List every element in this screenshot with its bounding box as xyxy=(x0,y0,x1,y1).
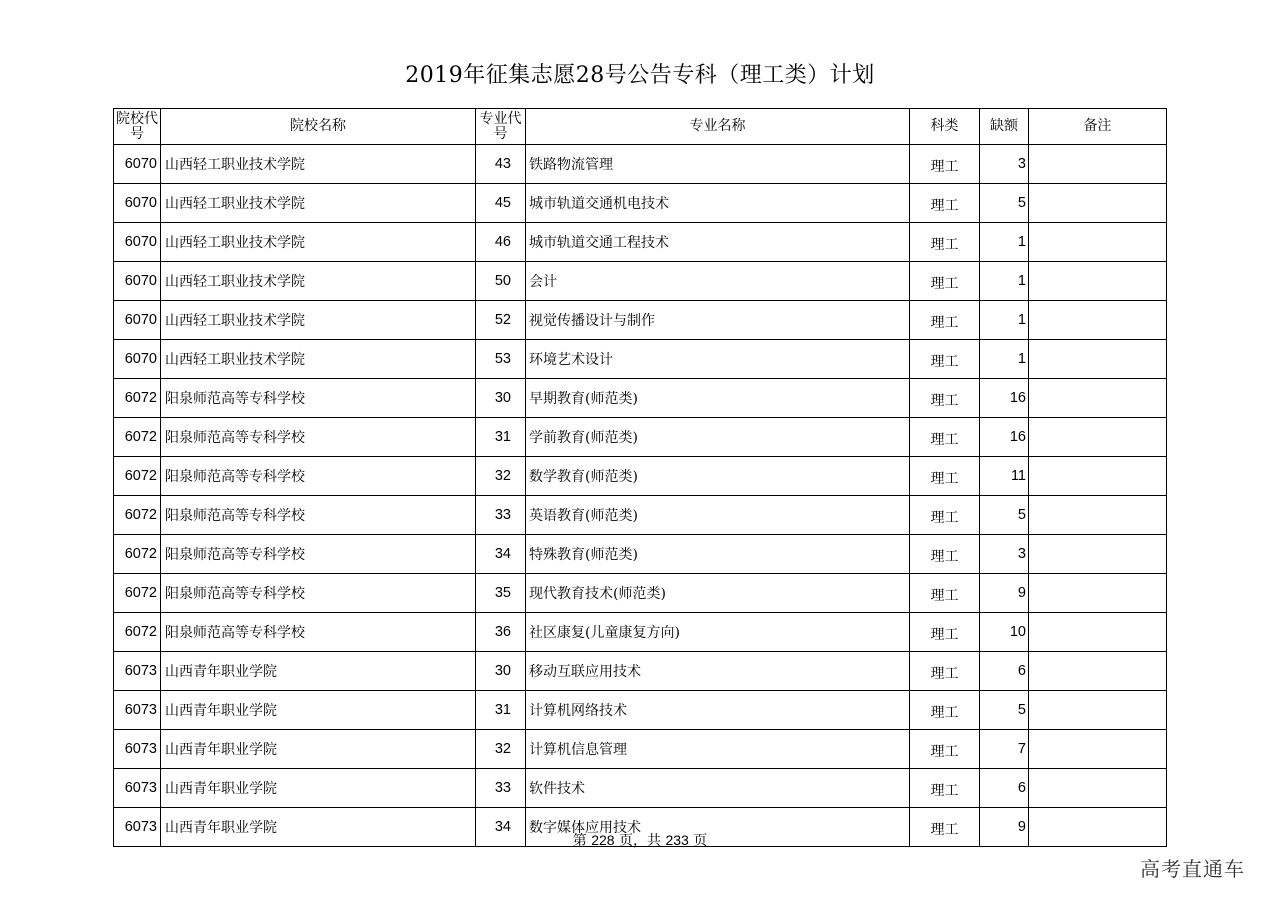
cell-major-code: 32 xyxy=(476,730,526,769)
cell-major-code: 31 xyxy=(476,418,526,457)
cell-major-code: 50 xyxy=(476,262,526,301)
cell-school-name: 山西轻工职业技术学院 xyxy=(161,184,476,223)
cell-major-code: 33 xyxy=(476,769,526,808)
cell-major-name: 早期教育(师范类) xyxy=(526,379,910,418)
header-quota: 缺额 xyxy=(980,109,1029,145)
cell-category: 理工 xyxy=(910,574,980,613)
cell-school-name: 山西青年职业学院 xyxy=(161,808,476,847)
cell-school-code: 6072 xyxy=(114,535,161,574)
table-body xyxy=(114,145,1167,847)
table-row xyxy=(114,769,1167,808)
cell-note xyxy=(1029,535,1167,574)
table-row xyxy=(114,730,1167,769)
cell-category: 理工 xyxy=(910,769,980,808)
cell-major-code: 52 xyxy=(476,301,526,340)
cell-major-name: 英语教育(师范类) xyxy=(526,496,910,535)
cell-major-code: 45 xyxy=(476,184,526,223)
footer-total-pages: 233 xyxy=(665,832,689,848)
cell-school-code: 6072 xyxy=(114,613,161,652)
cell-major-name: 计算机网络技术 xyxy=(526,691,910,730)
table-row xyxy=(114,145,1167,184)
cell-quota: 9 xyxy=(980,808,1029,847)
cell-school-name: 山西轻工职业技术学院 xyxy=(161,340,476,379)
cell-major-code: 36 xyxy=(476,613,526,652)
cell-major-code: 30 xyxy=(476,379,526,418)
cell-category: 理工 xyxy=(910,223,980,262)
cell-school-code: 6070 xyxy=(114,301,161,340)
cell-school-name: 阳泉师范高等专科学校 xyxy=(161,535,476,574)
cell-school-code: 6072 xyxy=(114,457,161,496)
cell-major-name: 数学教育(师范类) xyxy=(526,457,910,496)
cell-school-code: 6073 xyxy=(114,652,161,691)
table-header-row xyxy=(114,109,1167,145)
table-row xyxy=(114,574,1167,613)
cell-category: 理工 xyxy=(910,184,980,223)
cell-school-name: 山西轻工职业技术学院 xyxy=(161,145,476,184)
cell-school-name: 阳泉师范高等专科学校 xyxy=(161,457,476,496)
cell-category: 理工 xyxy=(910,145,980,184)
cell-major-name: 社区康复(儿童康复方向) xyxy=(526,613,910,652)
cell-major-name: 特殊教育(师范类) xyxy=(526,535,910,574)
cell-category: 理工 xyxy=(910,457,980,496)
cell-school-name: 阳泉师范高等专科学校 xyxy=(161,418,476,457)
table-row xyxy=(114,652,1167,691)
cell-school-code: 6072 xyxy=(114,496,161,535)
watermark: 高考直通车 xyxy=(1140,857,1245,881)
cell-quota: 5 xyxy=(980,496,1029,535)
cell-quota: 7 xyxy=(980,730,1029,769)
cell-category: 理工 xyxy=(910,691,980,730)
cell-note xyxy=(1029,496,1167,535)
cell-school-code: 6073 xyxy=(114,730,161,769)
cell-school-name: 山西轻工职业技术学院 xyxy=(161,223,476,262)
cell-note xyxy=(1029,769,1167,808)
cell-school-name: 山西轻工职业技术学院 xyxy=(161,262,476,301)
admission-plan-table xyxy=(113,108,1167,847)
cell-quota: 16 xyxy=(980,379,1029,418)
cell-major-code: 34 xyxy=(476,808,526,847)
cell-category: 理工 xyxy=(910,730,980,769)
cell-major-code: 32 xyxy=(476,457,526,496)
cell-major-name: 移动互联应用技术 xyxy=(526,652,910,691)
cell-note xyxy=(1029,457,1167,496)
cell-major-code: 35 xyxy=(476,574,526,613)
cell-school-name: 山西青年职业学院 xyxy=(161,691,476,730)
cell-school-code: 6070 xyxy=(114,223,161,262)
cell-major-name: 数字媒体应用技术 xyxy=(526,808,910,847)
cell-category: 理工 xyxy=(910,535,980,574)
cell-school-name: 山西青年职业学院 xyxy=(161,652,476,691)
cell-note xyxy=(1029,574,1167,613)
cell-category: 理工 xyxy=(910,418,980,457)
cell-quota: 1 xyxy=(980,262,1029,301)
cell-note xyxy=(1029,418,1167,457)
header-category: 科类 xyxy=(910,109,980,145)
footer-page-number: 228 xyxy=(591,832,615,848)
cell-school-code: 6070 xyxy=(114,145,161,184)
cell-category: 理工 xyxy=(910,496,980,535)
cell-note xyxy=(1029,340,1167,379)
cell-quota: 5 xyxy=(980,184,1029,223)
cell-school-name: 山西青年职业学院 xyxy=(161,730,476,769)
cell-major-name: 视觉传播设计与制作 xyxy=(526,301,910,340)
footer-middle: 页，共 xyxy=(614,833,666,849)
cell-quota: 5 xyxy=(980,691,1029,730)
table-row xyxy=(114,340,1167,379)
table-row xyxy=(114,496,1167,535)
cell-school-code: 6070 xyxy=(114,184,161,223)
cell-school-code: 6070 xyxy=(114,340,161,379)
cell-category: 理工 xyxy=(910,808,980,847)
header-school-code: 院校代号 xyxy=(114,109,161,145)
cell-note xyxy=(1029,652,1167,691)
table-row xyxy=(114,418,1167,457)
cell-major-name: 软件技术 xyxy=(526,769,910,808)
cell-quota: 3 xyxy=(980,535,1029,574)
cell-quota: 6 xyxy=(980,769,1029,808)
cell-major-name: 铁路物流管理 xyxy=(526,145,910,184)
table-row xyxy=(114,184,1167,223)
cell-major-name: 现代教育技术(师范类) xyxy=(526,574,910,613)
cell-school-code: 6073 xyxy=(114,769,161,808)
table-row xyxy=(114,379,1167,418)
cell-category: 理工 xyxy=(910,340,980,379)
table-row xyxy=(114,613,1167,652)
cell-major-code: 31 xyxy=(476,691,526,730)
cell-school-code: 6073 xyxy=(114,808,161,847)
header-school-name: 院校名称 xyxy=(161,109,476,145)
cell-note xyxy=(1029,184,1167,223)
cell-school-code: 6072 xyxy=(114,574,161,613)
footer-prefix: 第 xyxy=(572,833,592,849)
cell-quota: 6 xyxy=(980,652,1029,691)
table-row xyxy=(114,457,1167,496)
table-row xyxy=(114,223,1167,262)
cell-major-code: 33 xyxy=(476,496,526,535)
cell-school-name: 阳泉师范高等专科学校 xyxy=(161,574,476,613)
cell-school-code: 6072 xyxy=(114,418,161,457)
cell-major-code: 34 xyxy=(476,535,526,574)
cell-major-name: 计算机信息管理 xyxy=(526,730,910,769)
cell-category: 理工 xyxy=(910,613,980,652)
footer-suffix: 页 xyxy=(688,833,708,849)
cell-school-name: 阳泉师范高等专科学校 xyxy=(161,613,476,652)
cell-quota: 11 xyxy=(980,457,1029,496)
page-title: 2019年征集志愿28号公告专科（理工类）计划 xyxy=(405,63,875,88)
table-row xyxy=(114,691,1167,730)
cell-quota: 10 xyxy=(980,613,1029,652)
cell-category: 理工 xyxy=(910,652,980,691)
cell-note xyxy=(1029,301,1167,340)
cell-school-name: 山西轻工职业技术学院 xyxy=(161,301,476,340)
table-row xyxy=(114,262,1167,301)
cell-note xyxy=(1029,379,1167,418)
cell-school-name: 阳泉师范高等专科学校 xyxy=(161,379,476,418)
header-major-code: 专业代号 xyxy=(476,109,526,145)
cell-school-code: 6073 xyxy=(114,691,161,730)
cell-note xyxy=(1029,223,1167,262)
header-note: 备注 xyxy=(1029,109,1167,145)
header-major-name: 专业名称 xyxy=(526,109,910,145)
cell-major-code: 46 xyxy=(476,223,526,262)
cell-major-code: 53 xyxy=(476,340,526,379)
cell-quota: 1 xyxy=(980,223,1029,262)
cell-major-name: 会计 xyxy=(526,262,910,301)
cell-category: 理工 xyxy=(910,379,980,418)
cell-major-code: 30 xyxy=(476,652,526,691)
cell-major-code: 43 xyxy=(476,145,526,184)
cell-major-name: 环境艺术设计 xyxy=(526,340,910,379)
cell-note xyxy=(1029,730,1167,769)
cell-major-name: 城市轨道交通工程技术 xyxy=(526,223,910,262)
cell-note xyxy=(1029,262,1167,301)
page-footer xyxy=(0,830,1280,850)
cell-major-name: 学前教育(师范类) xyxy=(526,418,910,457)
cell-category: 理工 xyxy=(910,301,980,340)
cell-quota: 3 xyxy=(980,145,1029,184)
cell-quota: 1 xyxy=(980,301,1029,340)
table-row xyxy=(114,535,1167,574)
cell-quota: 1 xyxy=(980,340,1029,379)
cell-quota: 9 xyxy=(980,574,1029,613)
cell-category: 理工 xyxy=(910,262,980,301)
cell-note xyxy=(1029,145,1167,184)
cell-note xyxy=(1029,691,1167,730)
cell-school-code: 6072 xyxy=(114,379,161,418)
cell-major-name: 城市轨道交通机电技术 xyxy=(526,184,910,223)
cell-school-name: 阳泉师范高等专科学校 xyxy=(161,496,476,535)
cell-school-code: 6070 xyxy=(114,262,161,301)
cell-quota: 16 xyxy=(980,418,1029,457)
cell-school-name: 山西青年职业学院 xyxy=(161,769,476,808)
cell-note xyxy=(1029,613,1167,652)
table-row xyxy=(114,301,1167,340)
